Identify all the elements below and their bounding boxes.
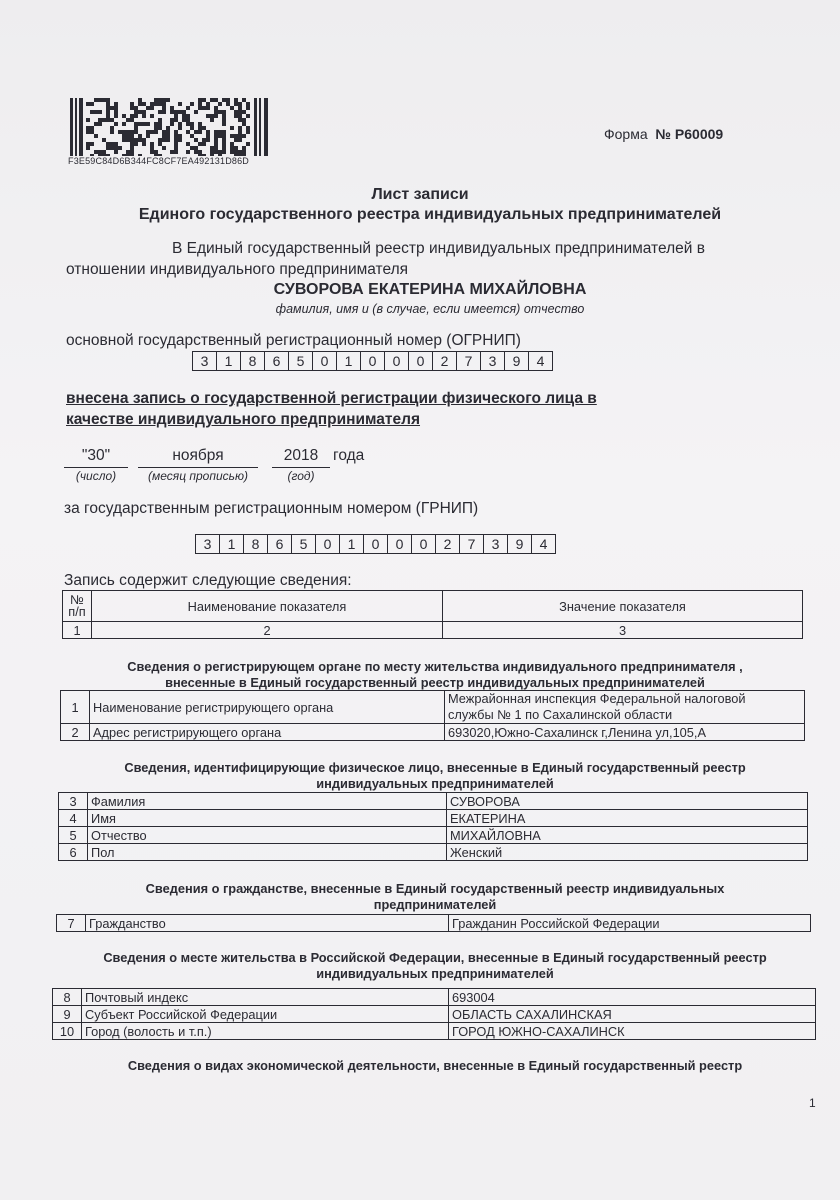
digit-cell: 7: [457, 352, 481, 370]
section-title-line: предпринимателей: [373, 897, 497, 912]
digit-cell: 6: [265, 352, 289, 370]
row-name: Пол: [88, 844, 447, 861]
section-economic-activity-title: Сведения о видах экономической деятельности, внесенные в Единый государственный реестр: [127, 1058, 743, 1073]
digit-cell: 1: [217, 352, 241, 370]
header-table: [62, 590, 803, 639]
digit-cell: 8: [241, 352, 265, 370]
grnip-label: за государственным регистрационным номером (ГРНИП): [64, 500, 479, 517]
digit-cell: 8: [244, 535, 268, 553]
header-index-2: 2: [92, 622, 443, 639]
intro-text-line2: отношении индивидуального предпринимателя: [66, 261, 409, 278]
row-number: 8: [53, 989, 82, 1006]
person-name-caption: фамилия, имя и (в случае, если имеется) отчество: [275, 302, 585, 316]
digit-cell: 0: [313, 352, 337, 370]
digit-cell: 2: [436, 535, 460, 553]
table-row: [53, 989, 816, 1006]
row-name: Гражданство: [86, 915, 449, 932]
digit-cell: 6: [268, 535, 292, 553]
row-number: 4: [59, 810, 88, 827]
digit-cell: 5: [289, 352, 313, 370]
digit-cell: 4: [536, 353, 545, 369]
digit-cell: 3: [193, 352, 217, 370]
table-row: [59, 827, 808, 844]
digit-cell: 9: [508, 535, 532, 553]
caption-day: (число): [75, 469, 117, 483]
digit-cell: 0: [409, 352, 433, 370]
table-row: [57, 915, 811, 932]
section-residence-title: [40, 950, 830, 982]
date-year-suffix: года: [333, 447, 365, 464]
row-value: 693004: [449, 989, 816, 1006]
row-value-line: Межрайонная инспекция Федеральной налоговой: [448, 691, 746, 706]
section-title-line: индивидуальных предпринимателей: [316, 776, 554, 791]
row-name: Имя: [88, 810, 447, 827]
table-row: [59, 810, 808, 827]
row-number: 10: [53, 1023, 82, 1040]
row-number: 2: [61, 724, 90, 741]
row-value: 693020,Южно-Сахалинск г,Ленина ул,105,А: [445, 724, 805, 741]
digit-cell: 0: [385, 352, 409, 370]
row-number: 3: [59, 793, 88, 810]
digit-cell: 1: [337, 352, 361, 370]
caption-month: (месяц прописью): [148, 469, 248, 483]
digit-cell: 0: [412, 535, 436, 553]
digit-cell: 0: [364, 535, 388, 553]
header-index-3: 3: [443, 622, 803, 639]
person-name: СУВОРОВА ЕКАТЕРИНА МИХАЙЛОВНА: [273, 281, 587, 298]
row-name: Город (волость и т.п.): [82, 1023, 449, 1040]
row-name: Фамилия: [88, 793, 447, 810]
grnip-number: [195, 534, 556, 554]
table-row: [59, 793, 808, 810]
page-number: 1: [809, 1096, 816, 1110]
citizenship-table: [56, 914, 811, 932]
barcode-code: F3E59C84D6B344FC8CF7EA492131D86D: [68, 156, 250, 166]
registration-statement: [66, 388, 597, 430]
document-title: Лист записи: [371, 186, 469, 203]
row-number: 9: [53, 1006, 82, 1023]
row-value: Гражданин Российской Федерации: [449, 915, 811, 932]
section-citizenship-title: [40, 881, 830, 913]
person-identification-table: [58, 792, 808, 861]
digit-cell: 4: [539, 536, 548, 552]
row-value: ЕКАТЕРИНА: [447, 810, 808, 827]
header-index-1: 1: [63, 622, 92, 639]
registering-authority-table: [60, 690, 805, 741]
digit-cell: 3: [481, 352, 505, 370]
row-value: ОБЛАСТЬ САХАЛИНСКАЯ: [449, 1006, 816, 1023]
form-number-value: № Р60009: [655, 126, 724, 142]
digit-cell: 7: [460, 535, 484, 553]
date-year: 2018: [272, 447, 330, 468]
section-title-line: Сведения о регистрирующем органе по месту жительства индивидуального предпринимателя ,: [127, 659, 743, 674]
row-name: Субъект Российской Федерации: [82, 1006, 449, 1023]
barcode-image: [70, 98, 270, 156]
intro-text-line1: В Единый государственный реестр индивидуальных предпринимателей в: [172, 240, 705, 257]
digit-cell: 0: [316, 535, 340, 553]
residence-table: [52, 988, 816, 1040]
header-row: [63, 591, 803, 622]
row-value-line: службы № 1 по Сахалинской области: [448, 707, 673, 722]
row-value: [445, 691, 805, 724]
row-number: 1: [61, 691, 90, 724]
ogrnip-number: [192, 351, 553, 371]
date-month: ноября: [138, 447, 258, 468]
document-subtitle: Единого государственного реестра индивидуальных предпринимателей: [138, 206, 722, 223]
registration-line1: внесена запись о государственной регистрации физического лица в: [66, 390, 597, 407]
row-value: ГОРОД ЮЖНО-САХАЛИНСК: [449, 1023, 816, 1040]
digit-cell: 9: [505, 352, 529, 370]
record-contains-label: Запись содержит следующие сведения:: [64, 572, 352, 589]
header-col-value: Значение показателя: [443, 591, 803, 622]
row-number: 5: [59, 827, 88, 844]
digit-cell: 3: [196, 535, 220, 553]
header-col-number: № п/п: [63, 591, 92, 622]
table-row: [59, 844, 808, 861]
row-name: Наименование регистрирующего органа: [90, 691, 445, 724]
section-title-line: Сведения о месте жительства в Российской Федерации, внесенные в Единый государственный реестр: [103, 950, 767, 965]
digit-cell: 2: [433, 352, 457, 370]
table-row: [61, 724, 805, 741]
section-title-line: Сведения о гражданстве, внесенные в Единый государственный реестр индивидуальных: [145, 881, 725, 896]
digit-cell: 1: [340, 535, 364, 553]
form-number: [604, 126, 723, 142]
section-title-line: внесенные в Единый государственный реестр индивидуальных предпринимателей: [165, 675, 705, 690]
table-row: [53, 1006, 816, 1023]
digit-cell: 1: [220, 535, 244, 553]
digit-cell: 0: [388, 535, 412, 553]
digit-cell: 3: [484, 535, 508, 553]
row-number: 7: [57, 915, 86, 932]
row-value: Женский: [447, 844, 808, 861]
section-person-identification-title: [40, 760, 830, 792]
date-day: "30": [64, 447, 128, 468]
registration-line2: качестве индивидуального предпринимателя: [66, 411, 421, 428]
digit-cell: 0: [361, 352, 385, 370]
row-name: Отчество: [88, 827, 447, 844]
digit-cell: 5: [292, 535, 316, 553]
section-title-line: индивидуальных предпринимателей: [316, 966, 554, 981]
caption-year: (год): [287, 469, 315, 483]
form-label: Форма: [604, 126, 648, 142]
row-value: МИХАЙЛОВНА: [447, 827, 808, 844]
row-value: СУВОРОВА: [447, 793, 808, 810]
section-registering-authority-title: [40, 659, 830, 691]
row-number: 6: [59, 844, 88, 861]
table-row: [53, 1023, 816, 1040]
table-row: [61, 691, 805, 724]
row-name: Адрес регистрирующего органа: [90, 724, 445, 741]
row-name: Почтовый индекс: [82, 989, 449, 1006]
header-index-row: [63, 622, 803, 639]
section-title-line: Сведения, идентифицирующие физическое лицо, внесенные в Единый государственный реестр: [124, 760, 746, 775]
header-col-name: Наименование показателя: [92, 591, 443, 622]
ogrnip-label: основной государственный регистрационный номер (ОГРНИП): [66, 332, 521, 349]
